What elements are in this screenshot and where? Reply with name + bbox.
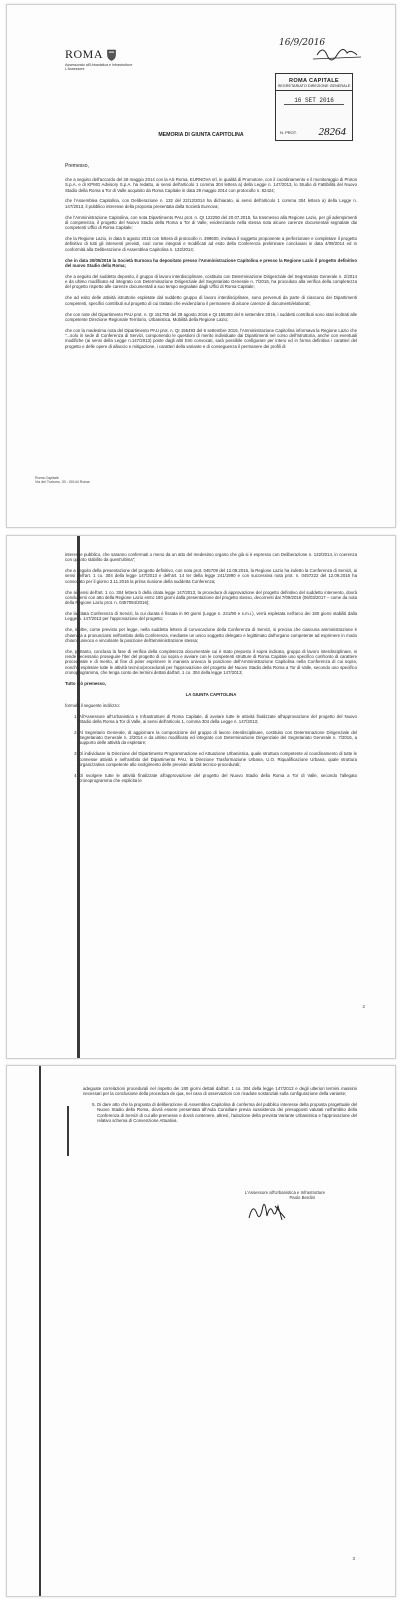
paragraph: che la Regione Lazio, in data 5 agosto 2015 con lettera di protocollo n. 399600, invitava il soggetto proponente a perfezionare e completare il progetto definitivo di tutti gli interventi previsti, così come integrati e modificati ad esito della Conferenza preliminare conclusasi in data 4/09/2014 ed in conformità alla Deliberazione di Assemblea Capitolina n. 132/2014; xyxy=(65,236,357,252)
stamp-prot-number: 28264 xyxy=(318,126,346,138)
page1-body xyxy=(65,177,357,354)
page2-body xyxy=(65,552,357,789)
document-title: MEMORIA DI GIUNTA CAPITOLINA xyxy=(158,132,244,138)
crest-icon xyxy=(107,49,116,61)
formula-label: formula il seguente indirizzo: xyxy=(65,702,121,708)
tutto-cio-label: Tutto ciò premesso, xyxy=(65,680,106,686)
list-item: 3. Di individuare la Direzione del Dipartimento Programmazione ed Attuazione Urbanistica, quale struttura competente al coordinamento di tutte le connesse attività e nell'ambito del Dipartimento PAU, la Direzione Trasformazione Urbana, U.O. Riqualificazione Urbana, quale struttura organizzativa competente allo svolgimento delle previste attività tecnico-procedurali; xyxy=(79,751,357,767)
paragraph: che in data 30/05/2016 la Società Eurnova ha depositato presso l'Amministrazione Capitolina e presso la Regione Lazio il progetto definitivo del nuovo Stadio della Roma; xyxy=(65,257,357,268)
document-page-2 xyxy=(6,535,396,1059)
paragraph: che, inoltre, come previsto per legge, nella suddetta lettera di convocazione della Conferenza di Servizi, si precisa che ciascuna amministrazione è chiamata a pronunciarsi nell'ambito della Conferenza, mediante un unico soggetto delegato e legittimato dall'organo competente ad esprimere in modo chiaro, univoco e vincolante la posizione dell'amministrazione stessa; xyxy=(65,627,357,643)
footer-address: Roma Capitale Via del Turismo, 30 - 00144 Roma xyxy=(35,476,90,485)
paragraph: interesse pubblico, che saranno confermati o meno da un atto del medesimo organo che già si è espresso con Deliberazione n. 132/2014, in coerenza con quanto stabilito da quest'ultima"; xyxy=(65,552,357,563)
assessorato-label: Assessorato all'Urbanistica e Infrastrutture L'Assessore xyxy=(65,63,133,72)
resolution-list xyxy=(83,1102,357,1123)
paragraph: che la citata Conferenza di Servizi, la cui durata è fissata in 90 giorni (Legge n. 241/90 e s.m.i.), verrà espletata nell'arco dei 180 giorni stabiliti dalla Legge n. 147/2013 per l'approvazione del progetto; xyxy=(65,611,357,622)
signature-role: L'Assessore all'Urbanistica e Infrastrutture xyxy=(244,1190,325,1195)
list-item: 2. Al Segretario Generale, di aggiornare la composizione del gruppo di lavoro interdisciplinare, costituito con Determinazione Dirigenziale del Segretariato Generale n. 2/2014 e da ultimo modificato ed integrato con Determinazione Dirigenziale del Segretariato Generale n. 7/2016, a supporto delle attività da espletare; xyxy=(79,730,357,746)
page-number: 2 xyxy=(362,1004,365,1009)
giunta-title: LA GIUNTA CAPITOLINA xyxy=(185,691,237,697)
handwritten-date: 16/9/2016 xyxy=(279,38,326,48)
paragraph: adeguate correlazioni procedurali nel rispetto dei 180 giorni dettati dall'art. 1 co. 304 della legge 147/2013 e degli ulteriori termini massimi necessari per la conclusione della procedura de qua, nel caso di osservazioni con ricadute sostanziali sulla configurazione della variante; xyxy=(83,1086,357,1097)
list-item: 1. All'Assessore all'Urbanistica e Infrastrutture di Roma Capitale, di avviare tutte le attività finalizzate all'approvazione del progetto del Nuovo Stadio della Roma a Tor di Valle, ai sensi dell'articolo 1, comma 304 della Legge n. 147/2013; xyxy=(79,714,357,725)
scan-margin-line xyxy=(67,1106,69,1156)
roma-logo xyxy=(65,47,116,62)
paragraph: che l'Amministrazione Capitolina, con nota Dipartimento PAU prot. n. QI 122250 del 20.07.2015, ha trasmesso alla Regione Lazio, per gli adempimenti di competenza, il progetto del Nuovo Stadio della Roma a Tor di Valle, evidenziando nella stessa nota alcune carenze documentali segnalate dai competenti Uffici di Roma Capitale; xyxy=(65,214,357,231)
paragraph: che l'Assemblea Capitolina, con Deliberazione n. 132 del 22/12/2014 ha dichiarato, ai sensi dell'articolo 1 comma 304 lettera a) della Legge n. 147/2013, il pubblico interesse della proposta presentata dalla Società Eurnova; xyxy=(65,198,357,209)
document-page-1 xyxy=(6,4,396,528)
resolution-list xyxy=(65,714,357,784)
scan-margin-line xyxy=(39,1066,41,1596)
paragraph: che con note del Dipartimento PAU prot. n. QI 151755 del 29 agosto 2016 e QI 155493 del 6 settembre 2016, i suddetti contributi sono stati inoltrati alle competente Direzione Regionale Territorio, Urbanistica, Mobilità della Regione Lazio; xyxy=(65,311,357,322)
stamp-date: 16 SET 2016 xyxy=(284,97,344,105)
paragraph: che ai sensi dell'art. 1 co. 304 lettera b della citata legge 147/2013, la procedura di approvazione del progetto definitivo del suddetto intervento, dovrà concludersi con atto della Regione Lazio entro 180 giorni dalla presentazione del progetto stesso, decorrenti dal 7/09/2016 (06/03/2017 – come da nota della Regione Lazio prot. n. 0457094/2016); xyxy=(65,589,357,606)
paragraph: che ad esito delle attività istruttorie espletate dal suddetto gruppo di lavoro interdisciplinare, sono pervenuti da parte di ciascuno dei Dipartimenti competenti, specifici contributi sul progetto di cui trattasi che evidenziano il permanere di alcune carenze di documenti/elaborati; xyxy=(65,295,357,306)
stamp-title: ROMA CAPITALE xyxy=(289,78,339,84)
page3-body xyxy=(83,1086,357,1129)
stamp-prot-label: N. PROT. xyxy=(280,130,297,135)
page-number: 3 xyxy=(352,1556,355,1561)
protocol-stamp xyxy=(275,73,353,141)
paragraph: che a seguito dell'accordo del 28 maggio 2014 con la AS Roma, EURNOVA srl, in qualità di Promotore, con il coordinamento e il monitoraggio di Protos S.p.A. e di KPMG Advisory S.p.A. ha redatto, ai sensi dell'articolo 1 comma 304 lettera a) della Legge n. 147/2013, lo Studio di Fattibilità del Nuovo Stadio della Roma a Tor di Valle acquisito da Roma Capitale in data 29 maggio 2014 con protocollo n. 82424; xyxy=(65,177,357,193)
stamp-subtitle: SEGRETARIATO DIREZIONE GENERALE xyxy=(276,84,352,91)
paragraph: che a seguito della presentazione del progetto definitivo, con nota prot. 045709 del 12.09.2016, la Regione Lazio ha indetto la Conferenza di Servizi, ai sensi dell'art. 1 co. 304 della legge 147/2013 e dell'art. 14 ter della legge 241/1990 e con successiva nota prot. n. 0457222 del 12.09.2016 ha convocato per il giorno 3.11.2016 la prima riunione della suddetta Conferenza; xyxy=(65,568,357,584)
handwritten-annotation xyxy=(277,35,367,65)
logo-text: ROMA xyxy=(65,47,104,61)
handwritten-signature xyxy=(245,1198,305,1224)
list-item: 5. Di dare atto che la proposta di deliberazione di Assemblea Capitolina di conferma del pubblico interesse della proposta progettuale del Nuovo Stadio della Roma, dovrà essere presentata all'Aula Consiliare previa sussistenza dei presupposti valutati nell'ambito della Conferenza di Servizi di cui alle premesse e dovrà contenere, altresì, l'adozione della prevista Variante Urbanistica e l'approvazione del relativo schema di Convenzione Attuativa. xyxy=(97,1102,357,1123)
paragraph: che, pertanto, conclusa la fase di verifica della completezza documentale cui è stato preposto il sopra indicato, gruppo di lavoro interdisciplinare, si rende necessario proseguire l'iter del progetto di cui sopra e avviare con le competenti strutture di Roma Capitale uno specifico confronto di carattere procedurale e di merito, al fine di poter esprimere in maniera univoca la posizione dell'Amministrazione Capitolina nella Conferenza di cui sopra, nonché espletare tutte le attività tecnico/procedurali per l'approvazione del progetto del Nuovo Stadio della Roma a Tor di Valle, secondo uno specifico cronoprogramma, che tenga conto dei termini dettati dall'art. 1 co. 304 della legge 147/2013; xyxy=(65,648,357,676)
list-item: 4. Di svolgere tutte le attività finalizzate all'approvazione del progetto del Nuovo Stadio della Roma a Tor di Valle, secondo l'allegato cronoprogramma che esplicita le xyxy=(79,773,357,784)
paragraph: che con la medesima nota del Dipartimento PAU prot. n. QI 155493 del 6 settembre 2016, l'Amministrazione Capitolina informava la Regione Lazio che "...solo in sede di Conferenza di Servizi, componendo le questioni di merito individuate dai Dipartimenti nel corso dell'istruttoria, anche con eventuali modifiche (ai sensi della Legge n.147/2013) poste dagli altri Enti convocati, sarà possibile configurare per intero ed in forma definitiva i caratteri del progetto e delle opere di allaccio e mitigazione, i caratteri della variante e di conseguenza il permanere dei profili di xyxy=(65,327,357,349)
signature-name: Paolo Berdini xyxy=(289,1195,315,1201)
paragraph: che a seguito del suddetto deposito, il gruppo di lavoro interdisciplinare, costituito con Determinazione Dirigenziale del Segretariato Generale n. 2/2014 e da ultimo modificato ed integrato con Determinazione Dirigenziale del Segretariato Generale n. 7/2016, ha proceduto alla verifica della completezza del progetto rispetto alle carenze documentali a suo tempo segnalate dagli Uffici di Roma Capitale; xyxy=(65,273,357,290)
document-page-3 xyxy=(6,1065,396,1597)
premesso-label: Premesso, xyxy=(65,163,89,169)
